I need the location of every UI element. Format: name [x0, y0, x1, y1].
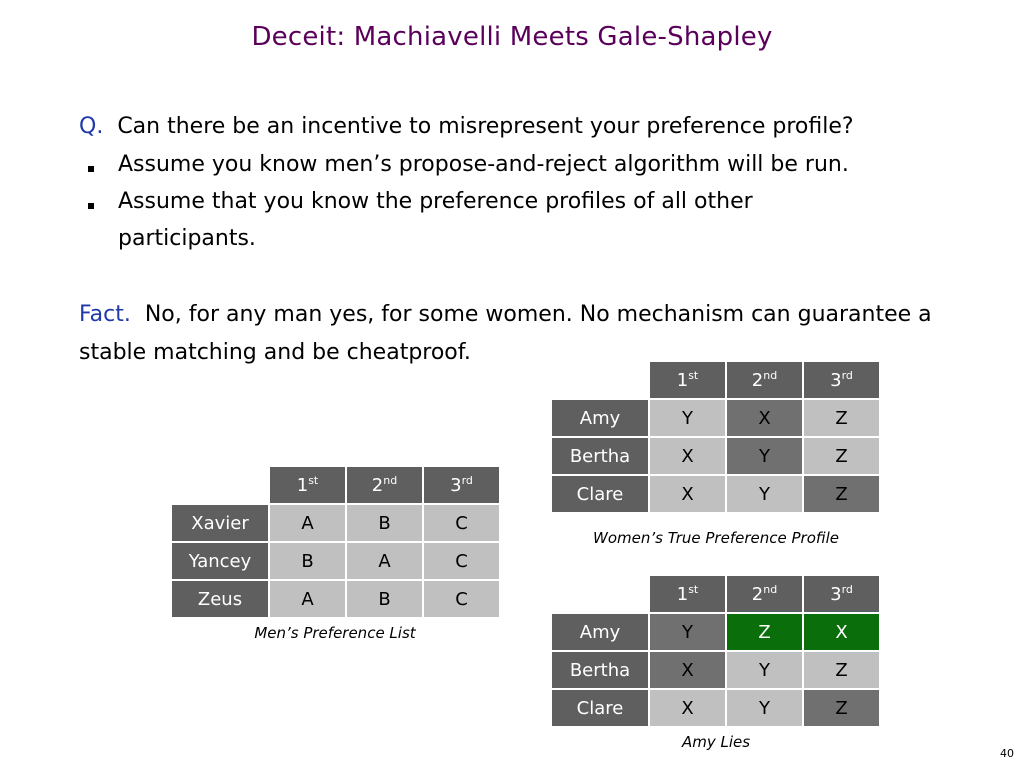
ordinal-number: 3 — [830, 583, 842, 605]
preference-cell: Z — [803, 399, 880, 437]
row-header: Yancey — [171, 542, 269, 580]
preference-cell: X — [649, 475, 726, 513]
column-header — [726, 575, 803, 613]
mens-table-caption: Men’s Preference List — [254, 624, 416, 642]
ordinal-suffix: nd — [763, 582, 778, 596]
bullet-square-icon — [88, 203, 94, 209]
table-header-row — [551, 361, 880, 399]
table-corner-cell — [171, 466, 269, 504]
row-header: Clare — [551, 689, 649, 727]
fact-label: Fact. — [79, 302, 131, 327]
preference-cell: A — [269, 580, 346, 618]
column-header — [346, 466, 423, 504]
row-header: Amy — [551, 613, 649, 651]
bullet-text: Assume you know men’s propose-and-reject algorithm will be run. — [118, 152, 849, 177]
column-header — [423, 466, 500, 504]
column-header — [803, 575, 880, 613]
row-header: Zeus — [171, 580, 269, 618]
womens-table-caption: Women’s True Preference Profile — [593, 529, 839, 547]
ordinal-suffix: nd — [763, 368, 778, 382]
row-header: Clare — [551, 475, 649, 513]
column-header — [803, 361, 880, 399]
preference-cell: Y — [726, 437, 803, 475]
preference-cell: Z — [803, 437, 880, 475]
preference-cell: Z — [803, 651, 880, 689]
table-row — [551, 613, 880, 651]
table-row — [551, 689, 880, 727]
amy-lies-preference-table — [550, 574, 881, 728]
preference-cell: B — [346, 504, 423, 542]
ordinal-number: 3 — [830, 369, 842, 391]
column-header — [726, 361, 803, 399]
preference-cell: A — [269, 504, 346, 542]
table-corner-cell — [551, 361, 649, 399]
ordinal-suffix: st — [308, 473, 319, 487]
ordinal-number: 2 — [371, 474, 384, 496]
table-corner-cell — [551, 575, 649, 613]
preference-cell: Z — [803, 475, 880, 513]
preference-cell: Y — [649, 613, 726, 651]
preference-cell: Y — [726, 651, 803, 689]
preference-cell: Z — [803, 689, 880, 727]
preference-cell: X — [649, 689, 726, 727]
bullet-text: Assume that you know the preference profiles of all other — [118, 189, 753, 214]
row-header: Amy — [551, 399, 649, 437]
preference-cell: X — [726, 399, 803, 437]
preference-cell: X — [649, 437, 726, 475]
table-header-row — [171, 466, 500, 504]
preference-cell: Y — [649, 399, 726, 437]
preference-cell: X — [649, 651, 726, 689]
question-text: Can there be an incentive to misrepresent your preference profile? — [117, 114, 854, 139]
column-header — [649, 575, 726, 613]
bullet-square-icon — [88, 166, 94, 172]
ordinal-suffix: rd — [461, 473, 473, 487]
ordinal-number: 3 — [450, 474, 462, 496]
womens-true-preference-table — [550, 360, 881, 514]
table-row — [171, 504, 500, 542]
ordinal-suffix: rd — [841, 368, 853, 382]
table-row — [171, 542, 500, 580]
mens-preference-table — [170, 465, 501, 619]
table-row — [551, 437, 880, 475]
preference-cell: A — [346, 542, 423, 580]
preference-cell: C — [423, 542, 500, 580]
column-header — [269, 466, 346, 504]
preference-cell: B — [346, 580, 423, 618]
row-header: Xavier — [171, 504, 269, 542]
table-row — [551, 399, 880, 437]
preference-cell: B — [269, 542, 346, 580]
slide-title: Deceit: Machiavelli Meets Gale-Shapley — [251, 22, 773, 52]
ordinal-number: 1 — [296, 474, 309, 496]
preference-cell: C — [423, 504, 500, 542]
table-row — [171, 580, 500, 618]
ordinal-number: 2 — [751, 369, 764, 391]
table-row — [551, 475, 880, 513]
preference-cell: Y — [726, 475, 803, 513]
table-row — [551, 651, 880, 689]
bullet-text: participants. — [118, 226, 256, 251]
fact-text: No, for any man yes, for some women. No mechanism can guarantee a stable matching and be cheatproof. — [79, 302, 932, 365]
column-header — [649, 361, 726, 399]
table-header-row — [551, 575, 880, 613]
ordinal-suffix: rd — [841, 582, 853, 596]
preference-cell: Z — [726, 613, 803, 651]
ordinal-number: 2 — [751, 583, 764, 605]
preference-cell: X — [803, 613, 880, 651]
row-header: Bertha — [551, 651, 649, 689]
amy-lies-caption: Amy Lies — [681, 733, 751, 751]
question-line — [79, 114, 854, 139]
row-header: Bertha — [551, 437, 649, 475]
ordinal-number: 1 — [676, 583, 689, 605]
question-label: Q. — [79, 114, 104, 139]
page-number: 40 — [1000, 747, 1014, 760]
ordinal-suffix: st — [688, 582, 699, 596]
preference-cell: Y — [726, 689, 803, 727]
ordinal-suffix: nd — [383, 473, 398, 487]
ordinal-suffix: st — [688, 368, 699, 382]
preference-cell: C — [423, 580, 500, 618]
ordinal-number: 1 — [676, 369, 689, 391]
